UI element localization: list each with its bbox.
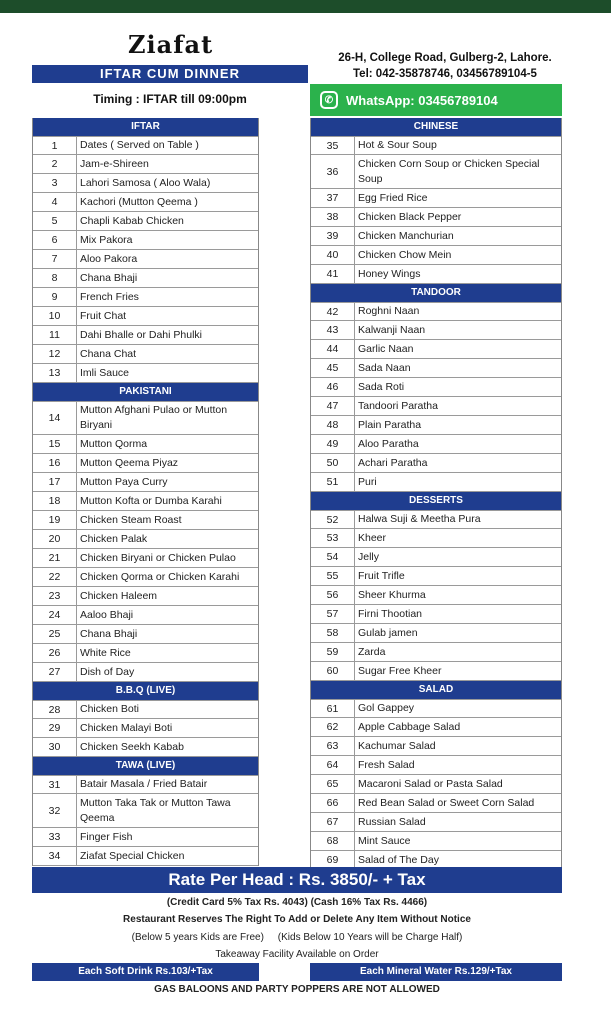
menu-item-name: Mint Sauce [358,834,411,847]
menu-item-name: Roghni Naan [358,305,420,317]
menu-item-row [33,847,258,866]
menu-item-number: 13 [33,364,77,382]
menu-item-name: Gol Gappey [358,702,415,714]
menu-item-number: 34 [33,847,77,865]
menu-item-name: Sada Roti [358,380,405,393]
menu-banner: IFTAR CUM DINNER [32,65,308,83]
menu-item-name: Kachumar Salad [358,739,436,752]
menu-item-row [33,174,258,193]
menu-item-row [311,189,561,208]
menu-item-name: Salad of The Day [358,853,439,866]
menu-item-name: Puri [358,475,377,488]
menu-item-number: 12 [33,345,77,363]
menu-item-name: Mutton Qorma [80,437,148,450]
menu-item-name: Zarda [358,645,386,658]
menu-item-name: Chapli Kabab Chicken [80,214,184,227]
menu-item-name: Tandoori Paratha [358,399,438,412]
menu-item-name: Aloo Paratha [358,437,419,450]
menu-item-name: Chicken Black Pepper [358,210,462,223]
menu-item-name: Plain Paratha [358,418,422,431]
mineral-water-bar: Each Mineral Water Rs.129/+Tax [310,963,562,981]
menu-item-row [311,435,561,454]
menu-item-row [311,473,561,492]
menu-item-number: 66 [311,794,355,812]
takeaway-note: Takeaway Facility Available on Order [215,949,379,960]
menu-item-number: 69 [311,851,355,869]
menu-item-number: 4 [33,193,77,211]
menu-item-name: Imli Sauce [80,366,130,379]
menu-item-name: Lahori Samosa ( Aloo Wala) [80,176,211,189]
menu-item-row [33,568,258,587]
menu-item-name: Kheer [358,531,387,544]
menu-item-name: Mix Pakora [80,233,133,246]
menu-item-name: Chana Chat [80,347,137,360]
menu-item-name: Chicken Boti [80,703,139,715]
menu-item-row [311,567,561,586]
menu-item-row [33,719,258,738]
menu-item-number: 7 [33,250,77,268]
menu-item-number: 27 [33,663,77,681]
menu-item-number: 30 [33,738,77,756]
reserve-note: Restaurant Reserves The Right To Add or Delete Any Item Without Notice [123,914,471,925]
address-line: 26-H, College Road, Gulberg-2, Lahore. [338,52,552,64]
menu-item-name: Jelly [358,550,380,563]
menu-item-row [311,643,561,662]
section-header: TANDOOR [311,284,561,302]
rate-per-head: Rate Per Head : Rs. 3850/- + Tax [32,867,562,893]
menu-item-row [311,136,561,155]
menu-item-number: 57 [311,605,355,623]
menu-item-number: 48 [311,416,355,434]
menu-item-name: Aaloo Bhaji [80,608,134,621]
menu-item-row [311,208,561,227]
menu-item-number: 52 [311,511,355,528]
menu-item-row [33,828,258,847]
menu-item-row [311,737,561,756]
menu-item-name: Macaroni Salad or Pasta Salad [358,777,503,790]
menu-item-name: Gulab jamen [358,626,418,639]
section-header: DESSERTS [311,492,561,510]
menu-item-row [311,662,561,681]
menu-item-row [33,473,258,492]
menu-item-number: 39 [311,227,355,245]
menu-item-row [33,644,258,663]
menu-item-row [311,529,561,548]
menu-item-row [33,269,258,288]
menu-item-number: 32 [33,794,77,827]
menu-item-number: 60 [311,662,355,680]
menu-item-number: 46 [311,378,355,396]
whatsapp-bar[interactable] [310,84,562,116]
menu-item-number: 5 [33,212,77,230]
menu-item-number: 58 [311,624,355,642]
menu-item-row [33,738,258,757]
menu-item-number: 47 [311,397,355,415]
menu-item-number: 18 [33,492,77,510]
menu-item-number: 41 [311,265,355,283]
menu-item-name: Chicken Chow Mein [358,248,452,261]
menu-item-row [311,265,561,284]
menu-item-row [33,212,258,231]
menu-item-row [311,794,561,813]
menu-item-number: 63 [311,737,355,755]
menu-item-name: Chicken Biryani or Chicken Pulao [80,551,236,564]
menu-item-number: 49 [311,435,355,453]
menu-item-number: 53 [311,529,355,547]
menu-item-number: 45 [311,359,355,377]
menu-item-number: 64 [311,756,355,774]
menu-item-row [33,155,258,174]
address-block [328,50,562,82]
menu-item-row [33,794,258,828]
menu-item-number: 21 [33,549,77,567]
balloons-note: GAS BALOONS AND PARTY POPPERS ARE NOT ALLOWED [154,984,440,995]
menu-item-row [33,435,258,454]
menu-item-number: 1 [33,137,77,154]
kids-note: (Below 5 years Kids are Free) (Kids Below 10 Years will be Charge Half) [131,932,463,943]
menu-item-name: Sugar Free Kheer [358,664,442,677]
menu-item-row [33,401,258,435]
menu-item-row [33,136,258,155]
menu-item-number: 35 [311,137,355,154]
menu-item-row [33,530,258,549]
menu-item-name: White Rice [80,646,131,659]
menu-item-row [33,606,258,625]
menu-item-name: Egg Fried Rice [358,191,428,204]
menu-item-number: 2 [33,155,77,173]
menu-column-right [310,118,562,870]
menu-item-name: Chicken Haleem [80,589,158,602]
menu-item-number: 59 [311,643,355,661]
menu-item-name: Sada Naan [358,361,411,374]
menu-item-row [33,364,258,383]
menu-item-name: Sheer Khurma [358,588,426,601]
menu-item-number: 29 [33,719,77,737]
menu-item-number: 40 [311,246,355,264]
menu-item-row [33,345,258,364]
menu-item-row [33,307,258,326]
menu-item-name: Chicken Seekh Kabab [80,740,184,753]
menu-item-name: Chicken Manchurian [358,229,454,242]
menu-column-left [32,118,259,866]
menu-item-number: 38 [311,208,355,226]
menu-item-number: 54 [311,548,355,566]
menu-item-row [311,605,561,624]
menu-item-row [33,587,258,606]
menu-item-name: Apple Cabbage Salad [358,720,461,733]
phone-line: Tel: 042-35878746, 03456789104-5 [353,68,537,80]
menu-item-row [33,700,258,719]
menu-item-number: 20 [33,530,77,548]
menu-item-number: 14 [33,402,77,434]
menu-item-name: Garlic Naan [358,342,414,355]
menu-item-row [33,231,258,250]
menu-item-row [311,699,561,718]
menu-item-name: Ziafat Special Chicken [80,849,185,862]
menu-item-number: 31 [33,776,77,793]
menu-item-name: Mutton Kofta or Dumba Karahi [80,494,222,507]
menu-item-name: French Fries [80,290,139,303]
menu-item-number: 42 [311,303,355,320]
menu-item-row [311,321,561,340]
section-header: PAKISTANI [33,383,258,401]
menu-item-name: Chicken Malayi Boti [80,721,173,734]
menu-item-row [311,718,561,737]
menu-item-row [311,454,561,473]
menu-item-number: 44 [311,340,355,358]
menu-item-number: 10 [33,307,77,325]
section-header: B.B.Q (LIVE) [33,682,258,700]
menu-item-row [311,246,561,265]
menu-item-number: 62 [311,718,355,736]
menu-item-name: Chicken Corn Soup or Chicken Special Soup [358,157,540,185]
menu-item-row [311,378,561,397]
brand-logo: Ziafat [128,30,214,59]
menu-item-number: 51 [311,473,355,491]
menu-item-row [311,359,561,378]
menu-item-number: 11 [33,326,77,344]
menu-item-name: Mutton Afghani Pulao or Mutton Biryani [80,404,228,431]
menu-item-name: Aloo Pakora [80,252,138,265]
section-header: TAWA (LIVE) [33,757,258,775]
menu-item-row [311,416,561,435]
menu-item-name: Jam-e-Shireen [80,157,149,170]
menu-item-row [33,663,258,682]
menu-item-row [33,511,258,530]
menu-item-name: Hot & Sour Soup [358,139,437,151]
menu-item-number: 19 [33,511,77,529]
menu-item-name: Chicken Steam Roast [80,513,182,526]
menu-item-name: Halwa Suji & Meetha Pura [358,513,481,525]
menu-item-name: Dahi Bhalle or Dahi Phulki [80,328,202,341]
menu-item-number: 61 [311,700,355,717]
section-header: IFTAR [33,118,258,136]
menu-item-row [311,756,561,775]
menu-item-name: Dates ( Served on Table ) [80,139,199,151]
menu-item-row [33,625,258,644]
menu-item-name: Chicken Qorma or Chicken Karahi [80,570,240,583]
menu-item-row [33,549,258,568]
whatsapp-icon: ✆ [320,91,338,109]
menu-item-number: 17 [33,473,77,491]
menu-item-row [311,832,561,851]
menu-item-name: Honey Wings [358,267,421,280]
menu-item-row [311,510,561,529]
menu-item-name: Batair Masala / Fried Batair [80,778,208,790]
menu-item-number: 33 [33,828,77,846]
section-header: CHINESE [311,118,561,136]
menu-item-number: 24 [33,606,77,624]
menu-item-row [33,288,258,307]
menu-item-row [33,775,258,794]
menu-item-name: Red Bean Salad or Sweet Corn Salad [358,796,535,809]
menu-item-number: 43 [311,321,355,339]
menu-item-name: Fruit Trifle [358,569,405,582]
timing-text: Timing : IFTAR till 09:00pm [93,92,247,106]
menu-item-row [311,548,561,567]
menu-item-number: 22 [33,568,77,586]
menu-item-number: 56 [311,586,355,604]
menu-item-row [311,624,561,643]
menu-item-row [311,340,561,359]
menu-item-row [33,454,258,473]
menu-item-name: Kachori (Mutton Qeema ) [80,195,198,208]
menu-item-name: Fresh Salad [358,758,415,771]
menu-item-number: 9 [33,288,77,306]
menu-item-name: Mutton Taka Tak or Mutton Tawa Qeema [80,796,231,824]
menu-item-number: 37 [311,189,355,207]
menu-item-row [311,302,561,321]
menu-item-number: 65 [311,775,355,793]
menu-item-number: 3 [33,174,77,192]
menu-item-number: 23 [33,587,77,605]
menu-item-number: 55 [311,567,355,585]
menu-item-name: Finger Fish [80,830,133,843]
menu-item-row [311,813,561,832]
menu-item-name: Dish of Day [80,665,135,678]
menu-item-number: 15 [33,435,77,453]
menu-item-row [33,193,258,212]
menu-item-number: 8 [33,269,77,287]
menu-item-number: 67 [311,813,355,831]
menu-item-name: Fruit Chat [80,309,127,322]
menu-item-row [311,227,561,246]
menu-item-row [311,397,561,416]
top-strip [0,0,611,13]
menu-item-number: 26 [33,644,77,662]
whatsapp-number: WhatsApp: 03456789104 [346,92,498,108]
menu-item-name: Kalwanji Naan [358,323,426,336]
tax-note: (Credit Card 5% Tax Rs. 4043) (Cash 16% Tax Rs. 4466) [166,897,428,908]
menu-item-name: Mutton Qeema Piyaz [80,456,179,469]
menu-item-name: Mutton Paya Curry [80,475,168,488]
menu-item-row [33,326,258,345]
menu-item-number: 16 [33,454,77,472]
menu-item-number: 25 [33,625,77,643]
menu-item-name: Firni Thootian [358,607,423,620]
menu-item-name: Achari Paratha [358,456,428,469]
menu-item-name: Chicken Palak [80,532,148,545]
menu-item-name: Chana Bhaji [80,627,138,640]
menu-item-row [311,155,561,189]
menu-item-row [311,586,561,605]
menu-item-row [33,250,258,269]
menu-item-row [33,492,258,511]
soft-drink-bar: Each Soft Drink Rs.103/+Tax [32,963,259,981]
menu-item-number: 68 [311,832,355,850]
menu-item-number: 36 [311,155,355,188]
menu-item-number: 6 [33,231,77,249]
menu-item-row [311,775,561,794]
menu-item-number: 50 [311,454,355,472]
menu-item-name: Russian Salad [358,815,426,828]
menu-item-number: 28 [33,701,77,718]
menu-item-name: Chana Bhaji [80,271,138,284]
section-header: SALAD [311,681,561,699]
